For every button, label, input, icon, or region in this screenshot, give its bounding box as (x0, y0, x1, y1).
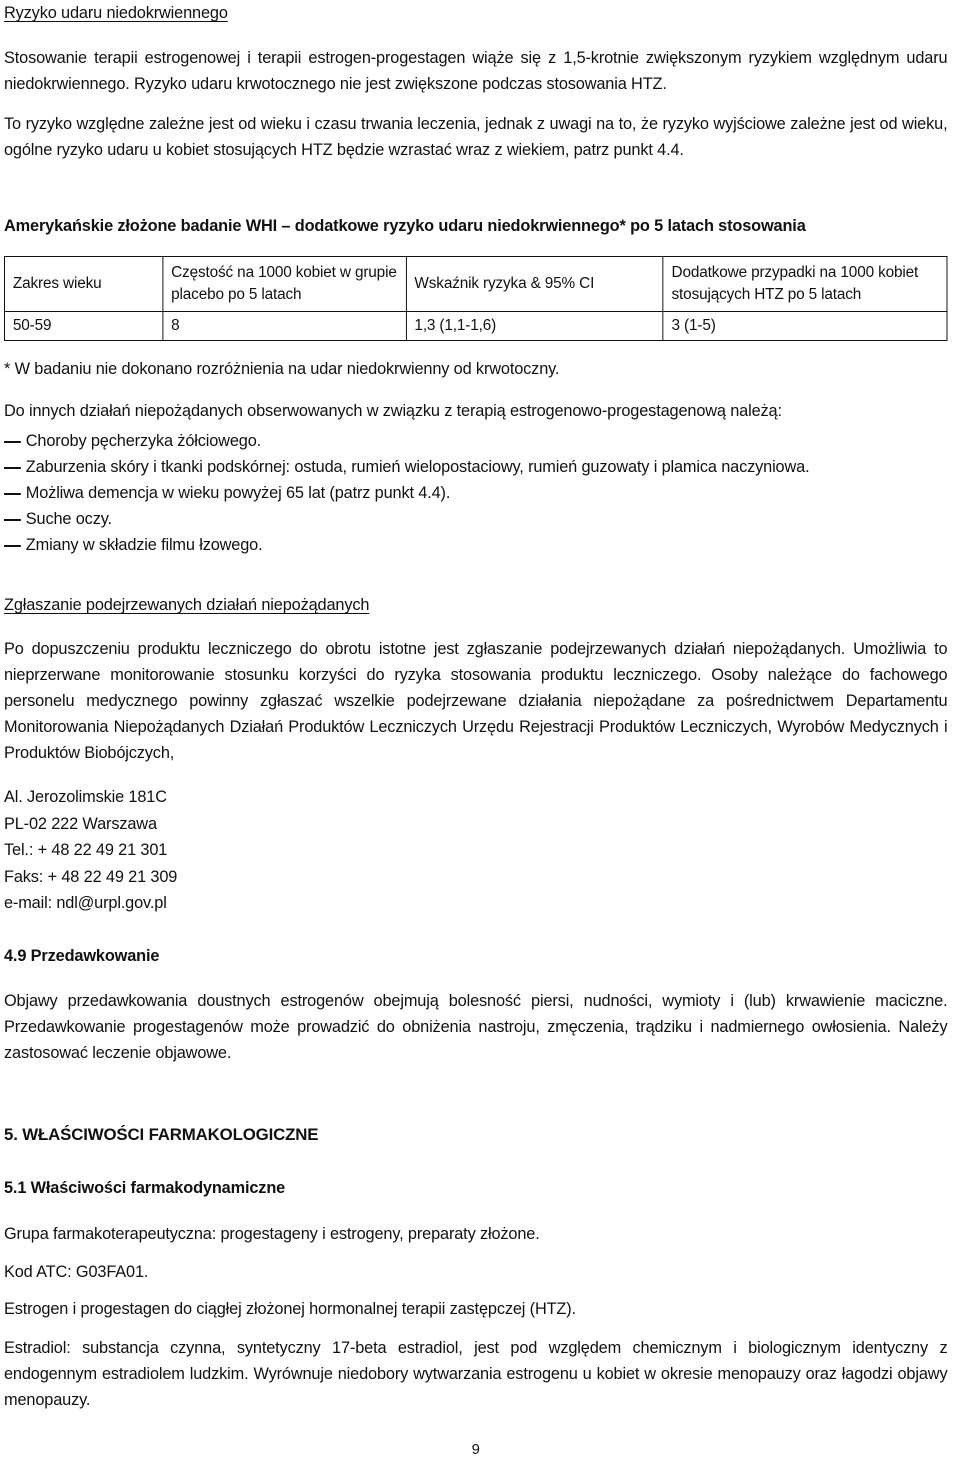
document-page (4, 0, 947, 1458)
reporting-paragraph: Po dopuszczeniu produktu leczniczego do obrotu istotne jest zgłaszanie podejrzewanych działań niepożądanych. Umożliwia to nieprzerwane monitorowanie stosunku korzyści do ryzyka stosowania produktu leczniczego. Osoby należące do fachowego personelu medycznego powinny zgłaszać wszelkie podejrzewane działania niepożądane za pośrednictwem Departamentu Monitorowania Niepożądanych Działań Produktów Leczniczych Urzędu Rejestracji Produktów Leczniczych, Wyrobów Medycznych i Produktów Biobójczych, (4, 640, 948, 762)
reporting-heading: Zgłaszanie podejrzewanych działań niepożądanych (4, 596, 370, 614)
list-item: Możliwa demencja w wieku powyżej 65 lat (patrz punkt 4.4). (4, 480, 947, 506)
address-line: Tel.: + 48 22 49 21 301 (4, 841, 168, 859)
cell-age-range: 50-59 (4, 312, 162, 341)
overdose-paragraph: Objawy przedawkowania doustnych estrogenów obejmują bolesność piersi, nudności, wymioty i (lub) krwawienie maciczne. Przedawkowanie progestagenów może prowadzić do obniżenia nastroju, zmęczenia, trądziku i nadmiernego owłosienia. Należy zastosować leczenie objawowe. (4, 992, 948, 1062)
section-5-heading: 5. WŁAŚCIWOŚCI FARMAKOLOGICZNE (4, 1125, 319, 1144)
whi-risk-table (4, 256, 947, 341)
list-item: Zmiany w składzie filmu łzowego. (4, 532, 947, 558)
list-item: Choroby pęcherzyka żółciowego. (4, 428, 947, 454)
atc-code: Kod ATC: G03FA01. (4, 1263, 149, 1281)
address-line: Faks: + 48 22 49 21 309 (4, 867, 178, 886)
cell-placebo-incidence: 8 (163, 312, 406, 341)
stroke-paragraph-1: Stosowanie terapii estrogenowej i terapii estrogen-progestagen wiąże się z 1,5-krotnie zwiększonym ryzykiem względnym udaru niedokrwiennego. Ryzyko udaru krwotocznego nie jest zwiększone podczas stosowania HTZ. (4, 49, 948, 93)
address-line: Al. Jerozolimskie 181C (4, 788, 167, 806)
cell-additional-cases: 3 (1-5) (663, 312, 947, 341)
header-age-range: Zakres wieku (4, 257, 162, 312)
other-effects-intro: Do innych działań niepożądanych obserwowanych w związku z terapią estrogenowo-progestagenową należą: (4, 402, 782, 420)
cell-risk-ratio: 1,3 (1,1-1,6) (406, 312, 663, 341)
table-header-row (4, 257, 946, 312)
list-item: Zaburzenia skóry i tkanki podskórnej: ostuda, rumień wielopostaciowy, rumień guzowaty i plamica naczyniowa. (4, 454, 947, 480)
address-line: e-mail: ndl@urpl.gov.pl (4, 894, 167, 912)
section-5-1-heading: 5.1 Właściwości farmakodynamiczne (4, 1179, 286, 1197)
stroke-paragraph-2: To ryzyko względne zależne jest od wieku i czasu trwania leczenia, jednak z uwagi na to, że ryzyko wyjściowe zależne jest od wieku, ogólne ryzyko udaru u kobiet stosujących HTZ będzie wzrastać wraz z wiekiem, patrz punkt 4.4. (4, 115, 948, 159)
table-row (4, 312, 946, 341)
table-footnote: * W badaniu nie dokonano rozróżnienia na udar niedokrwienny od krwotoczny. (4, 360, 560, 378)
whi-table-title: Amerykańskie złożone badanie WHI – dodatkowe ryzyko udaru niedokrwiennego* po 5 latach stosowania (4, 217, 806, 235)
list-item: Suche oczy. (4, 506, 947, 532)
header-placebo-incidence: Częstość na 1000 kobiet w grupie placebo po 5 latach (163, 257, 406, 312)
page-number: 9 (471, 1441, 480, 1458)
header-additional-cases: Dodatkowe przypadki na 1000 kobiet stosujących HTZ po 5 latach (663, 257, 947, 312)
estradiol-paragraph: Estradiol: substancja czynna, syntetyczny 17-beta estradiol, jest pod względem chemicznym i biologicznym identyczny z endogennym estradiolem ludzkim. Wyrównuje niedobory wytwarzania estrogenu u kobiet w okresie menopauzy oraz łagodzi objawy menopauzy. (4, 1339, 948, 1409)
pharmacotherapeutic-group: Grupa farmakoterapeutyczna: progestageny i estrogeny, preparaty złożone. (4, 1225, 540, 1243)
reporting-address (4, 784, 177, 917)
stroke-heading: Ryzyko udaru niedokrwiennego (4, 4, 228, 22)
address-line: PL-02 222 Warszawa (4, 814, 157, 833)
overdose-heading: 4.9 Przedawkowanie (4, 947, 160, 965)
header-risk-ratio: Wskaźnik ryzyka & 95% CI (406, 257, 663, 312)
hrt-description: Estrogen i progestagen do ciągłej złożonej hormonalnej terapii zastępczej (HTZ). (4, 1300, 576, 1318)
other-effects-list (4, 428, 947, 558)
